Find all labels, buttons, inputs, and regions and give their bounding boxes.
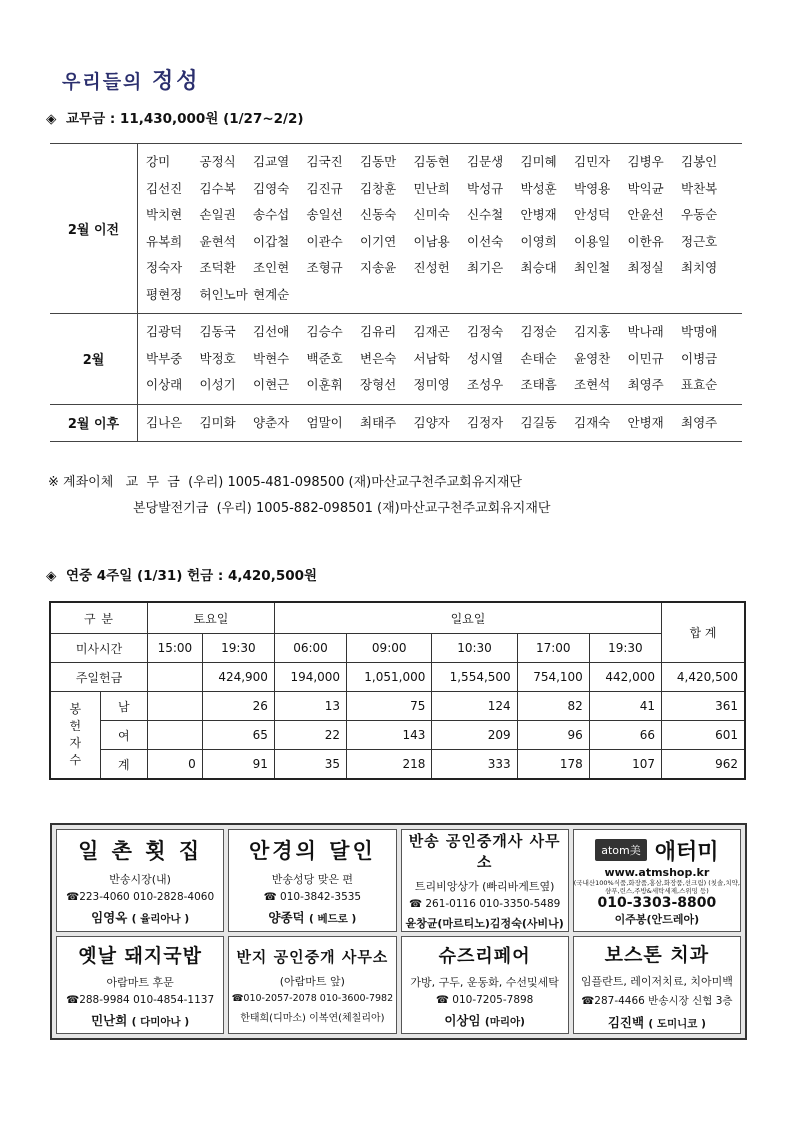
donor-name: 김길동 xyxy=(520,414,557,430)
ad-glasses: 안경의 달인 반송성당 맞은 편 ☎ 010-3842-3535 양종덕 ( 베드로 ) xyxy=(228,829,396,932)
donor-name: 김유리 xyxy=(360,324,397,339)
donor-name: 안병재 xyxy=(520,207,557,222)
donor-name: 이현근 xyxy=(253,377,290,392)
donor-name: 박영용 xyxy=(574,180,611,196)
donor-name: 엄말이 xyxy=(306,414,343,430)
offering-heading: ◈ 연중 4주일 (1/31) 헌금 : 4,420,500원 xyxy=(46,568,318,584)
donor-name: 김영숙 xyxy=(253,180,290,196)
donor-name: 김재숙 xyxy=(574,414,611,430)
donor-name: 이선숙 xyxy=(467,233,504,249)
donor-name: 최기은 xyxy=(467,260,504,275)
donor-name: 김미화 xyxy=(199,414,236,430)
donor-name: 박나래 xyxy=(627,324,664,339)
donor-name: 평현정 xyxy=(146,286,183,302)
donor-name: 최치영 xyxy=(681,260,718,275)
donor-name: 최영주 xyxy=(627,377,664,392)
donor-name: 김재곤 xyxy=(413,324,450,339)
name-list xyxy=(146,319,742,399)
donor-name: 공정식 xyxy=(199,154,236,169)
ad-gukbap: 옛날 돼지국밥 아람마트 후문 ☎288-9984 010-4854-1137 민난희 ( 다미아나 ) xyxy=(56,936,224,1034)
donor-name: 조현석 xyxy=(574,377,611,392)
donor-name: 김문생 xyxy=(467,154,504,169)
donor-name: 김교열 xyxy=(253,154,290,169)
donor-group xyxy=(50,144,742,314)
donor-name: 박찬복 xyxy=(681,180,718,196)
donor-name: 정근호 xyxy=(681,233,718,249)
donor-name: 이상래 xyxy=(146,377,183,392)
donor-group xyxy=(50,404,742,442)
donor-name: 김지홍 xyxy=(574,324,611,339)
donor-name: 김선진 xyxy=(146,180,183,196)
donor-name: 이남용 xyxy=(413,233,450,249)
offering-table: 구 분 토요일 일요일 합 계 미사시간 15:00 19:30 06:00 09:00 10:30 17:00 19:30 주일헌금 424,900 194,000 1,051,000 1,554,500 754,100 442,000 4,420,500 봉 헌 자 수 남 26 13 75 124 82 41 361 여 65 22 143 209 96 66 601 계 0 91 35 218 333 178 107 962 xyxy=(49,601,746,780)
donor-name: 이한유 xyxy=(627,233,664,249)
donor-name: 김수복 xyxy=(199,180,236,196)
donor-name: 허인노마 xyxy=(199,286,248,302)
donor-name: 송일선 xyxy=(306,207,343,222)
donor-name: 조태흠 xyxy=(520,377,557,392)
donor-name: 이용일 xyxy=(574,233,611,249)
donor-name: 민난희 xyxy=(413,180,450,196)
donor-name: 최인철 xyxy=(574,260,611,275)
account-line-1: ※ 계좌이체 교 무 금 (우리) 1005-481-098500 (재)마산교구천주교회유지재단 xyxy=(48,475,522,490)
donor-name: 정미영 xyxy=(413,377,450,392)
donor-name: 박익균 xyxy=(627,180,664,196)
donor-name: 박치현 xyxy=(146,207,183,222)
table-row: 봉 헌 자 수 남 26 13 75 124 82 41 361 xyxy=(50,692,745,721)
donor-name: 박명애 xyxy=(681,324,718,339)
donor-name: 안윤선 xyxy=(627,207,664,222)
donor-name: 박성규 xyxy=(467,180,504,196)
donor-name: 이영희 xyxy=(520,233,557,249)
donor-name: 김미혜 xyxy=(520,154,557,169)
donor-name: 이병금 xyxy=(681,350,718,366)
donor-name: 김민자 xyxy=(574,154,611,169)
group-label: 2월 이전 xyxy=(50,144,138,314)
donor-name: 이갑철 xyxy=(253,233,290,249)
donor-name: 이성기 xyxy=(199,377,236,392)
donor-name: 김정순 xyxy=(520,324,557,339)
donor-name: 유복희 xyxy=(146,233,183,249)
donor-table xyxy=(50,143,742,442)
donor-name: 조형규 xyxy=(306,260,343,275)
donor-name: 김국진 xyxy=(306,154,343,169)
donor-name: 윤영찬 xyxy=(574,350,611,366)
donor-name: 강미 xyxy=(146,154,171,169)
donor-name: 신동숙 xyxy=(360,207,397,222)
donor-name: 표효순 xyxy=(681,377,718,392)
name-list xyxy=(146,410,742,437)
ad-realty-banji: 반지 공인중개 사무소 (아람마트 앞) ☎010-2057-2078 010-3600-7982 한태희(디마소) 이복연(체칠리아) xyxy=(228,936,396,1034)
ad-atomy: atom美 애터미 www.atmshop.kr (국내산100%식품,화장품,홍삼,화장품,선크림) (칫솔,치약,샴푸,린스,주방&세탁세제,스위밍 등) 010-3303-8800 이주봉(안드레아) xyxy=(573,829,741,932)
donor-name: 조인현 xyxy=(253,260,290,275)
donor-name: 신수철 xyxy=(467,207,504,222)
name-list xyxy=(146,149,742,308)
donor-name: 정숙자 xyxy=(146,260,183,275)
account-line-2: 본당발전기금 (우리) 1005-882-098501 (재)마산교구천주교회유지재단 xyxy=(133,501,551,516)
donor-name: 조성우 xyxy=(467,377,504,392)
donor-name: 김광덕 xyxy=(146,324,183,339)
donor-name: 박성훈 xyxy=(520,180,557,196)
donor-name: 안병재 xyxy=(627,414,664,430)
donor-name: 손태순 xyxy=(520,350,557,366)
donor-name: 김동만 xyxy=(360,154,397,169)
diamond-icon: ◈ xyxy=(46,111,57,127)
donor-name: 우동순 xyxy=(681,207,718,222)
donor-name: 이관수 xyxy=(306,233,343,249)
diamond-icon: ◈ xyxy=(46,568,57,584)
group-label: 2월 이후 xyxy=(50,404,138,442)
donor-name: 최승대 xyxy=(520,260,557,275)
donor-name: 김나은 xyxy=(146,414,183,430)
donor-name: 이민규 xyxy=(627,350,664,366)
donor-name: 송수섭 xyxy=(253,207,290,222)
group-label: 2월 xyxy=(50,314,138,405)
donor-name: 최태주 xyxy=(360,414,397,430)
atomy-logo: atom美 xyxy=(595,839,647,861)
table-row: 주일헌금 424,900 194,000 1,051,000 1,554,500 754,100 442,000 4,420,500 xyxy=(50,663,745,692)
table-row: 계 0 91 35 218 333 178 107 962 xyxy=(50,750,745,780)
donor-name: 박현수 xyxy=(253,350,290,366)
donor-name: 변은숙 xyxy=(360,350,397,366)
donor-name: 김선애 xyxy=(253,324,290,339)
donor-name: 손일권 xyxy=(199,207,236,222)
donor-name: 최정실 xyxy=(627,260,664,275)
donor-name: 이기연 xyxy=(360,233,397,249)
donor-name: 서남학 xyxy=(413,350,450,366)
ad-dental: 보스톤 치과 임플란트, 레이저치료, 치아미백 ☎287-4466 반송시장 신협 3층 김진백 ( 도미니코 ) xyxy=(573,936,741,1034)
donor-name: 김정자 xyxy=(467,414,504,430)
donor-name: 박부중 xyxy=(146,350,183,366)
page-title: 우리들의 정성 xyxy=(62,68,201,94)
donor-name: 안성덕 xyxy=(574,207,611,222)
donor-name: 지송윤 xyxy=(360,260,397,275)
donor-name: 김병우 xyxy=(627,154,664,169)
table-row: 여 65 22 143 209 96 66 601 xyxy=(50,721,745,750)
donor-name: 최영주 xyxy=(681,414,718,430)
donor-name: 양춘자 xyxy=(253,414,290,430)
ad-ilchon: 일 촌 횟 집 반송시장(내) ☎223-4060 010-2828-4060 임영옥 ( 율리아나 ) xyxy=(56,829,224,932)
donor-name: 성시열 xyxy=(467,350,504,366)
ad-realty-bansong: 반송 공인중개사 사무소 트리비앙상가 (빠리바게트옆) ☎ 261-0116 010-3350-5489 윤창균(마르티노)김정숙(사비나) xyxy=(401,829,569,932)
donor-name: 김동국 xyxy=(199,324,236,339)
ad-shoe-repair: 슈즈리페어 가방, 구두, 운동화, 수선및세탁 ☎ 010-7205-7898 이상임 (마리아) xyxy=(401,936,569,1034)
donor-name: 김승수 xyxy=(306,324,343,339)
donor-name: 진성헌 xyxy=(413,260,450,275)
donor-name: 장형선 xyxy=(360,377,397,392)
donor-name: 김창훈 xyxy=(360,180,397,196)
donor-name: 백준호 xyxy=(306,350,343,366)
donation-heading: ◈ 교무금 : 11,430,000원 (1/27~2/2) xyxy=(46,111,304,127)
donor-name: 김진규 xyxy=(306,180,343,196)
ads-grid xyxy=(50,823,747,1040)
donor-group xyxy=(50,314,742,405)
donor-name: 김동현 xyxy=(413,154,450,169)
donor-name: 윤현석 xyxy=(199,233,236,249)
donor-name: 김양자 xyxy=(413,414,450,430)
donor-name: 조덕환 xyxy=(199,260,236,275)
donor-name: 김봉인 xyxy=(681,154,718,169)
donor-name: 박정호 xyxy=(199,350,236,366)
donor-name: 현계순 xyxy=(253,286,290,302)
donor-name: 이훈휘 xyxy=(306,377,343,392)
donor-name: 신미숙 xyxy=(413,207,450,222)
donor-name: 김정숙 xyxy=(467,324,504,339)
